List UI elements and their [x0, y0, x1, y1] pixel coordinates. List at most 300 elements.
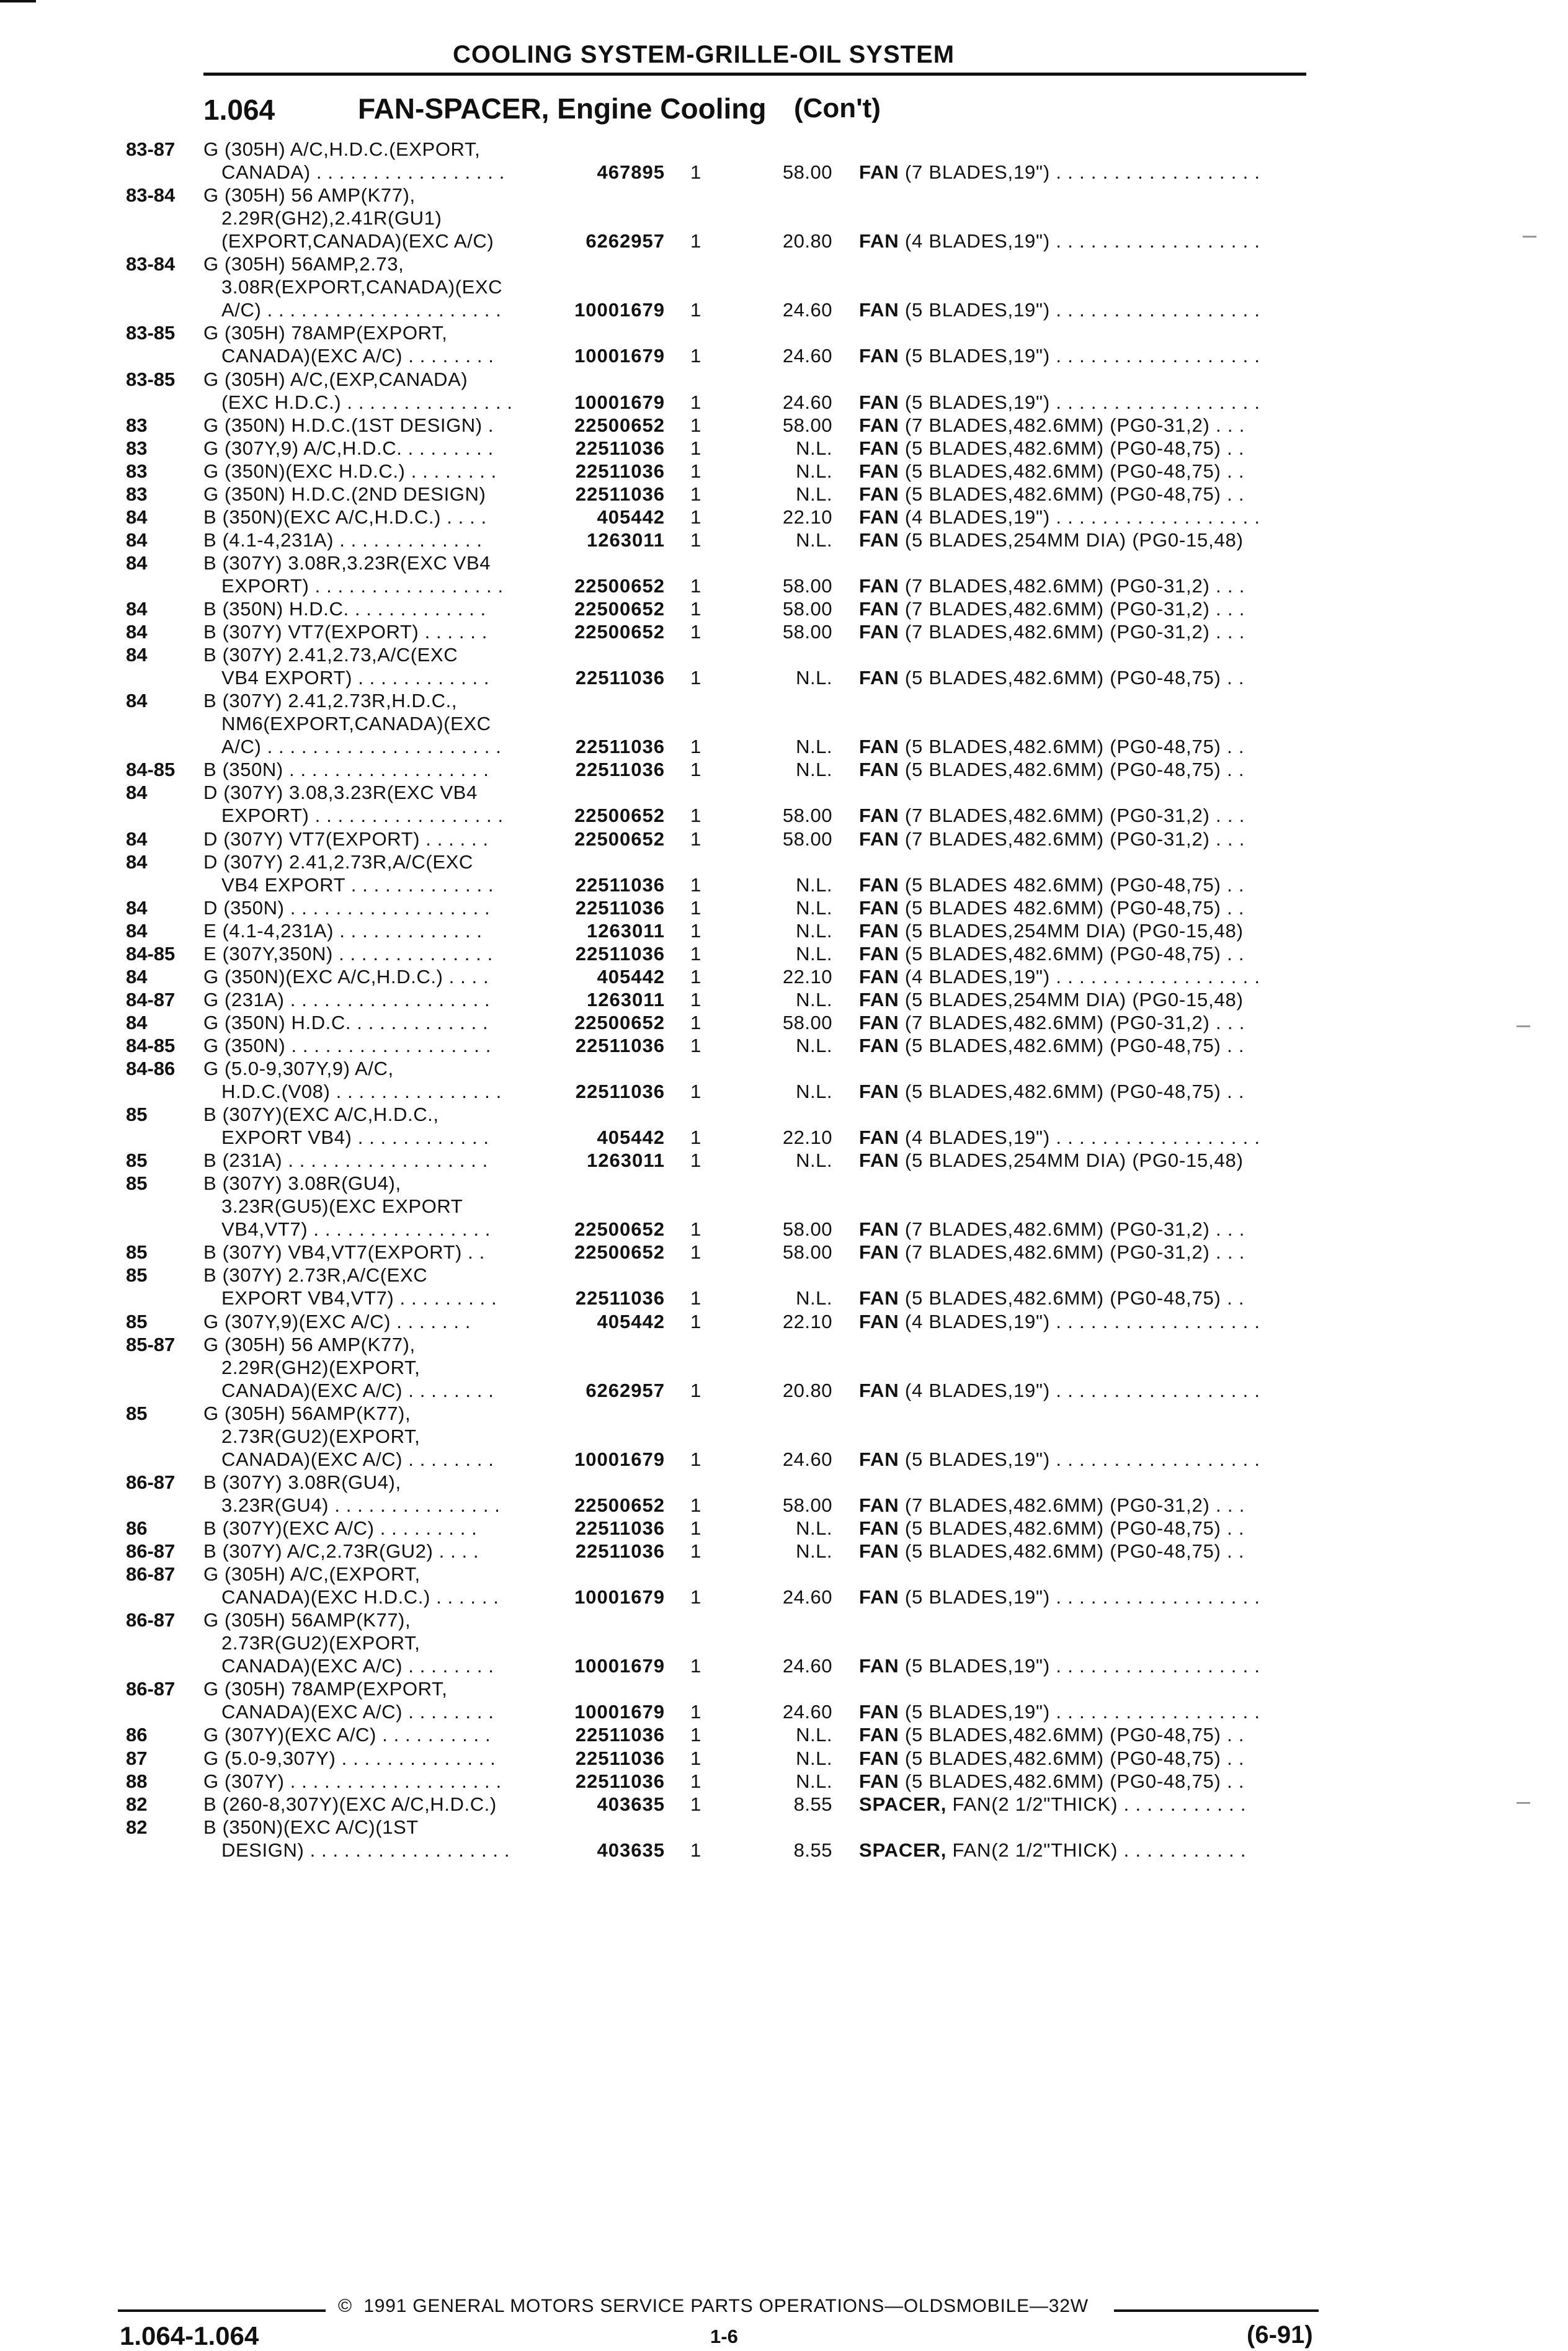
quantity: 1	[690, 1517, 702, 1539]
price: 58.00	[782, 161, 832, 183]
part-name-detail: (5 BLADES,19") . . . . . . . . . . . . . . . . . .	[899, 1655, 1260, 1677]
list-item	[0, 1218, 1568, 1241]
price: 22.10	[782, 1311, 832, 1332]
model-year: 85	[126, 1241, 148, 1263]
application-description: NM6(EXPORT,CANADA)(EXC	[221, 713, 491, 734]
quantity: 1	[690, 1655, 702, 1677]
application-description: VB4,VT7) . . . . . . . . . . . . . . . .	[221, 1218, 491, 1240]
quantity: 1	[690, 1701, 702, 1723]
footer-range: 1.064-1.064	[120, 2321, 259, 2350]
quantity: 1	[690, 759, 702, 780]
price: N.L.	[796, 437, 832, 459]
part-number: 1263011	[587, 989, 665, 1010]
part-name-detail: (5 BLADES 482.6MM) (PG0-48,75) . .	[899, 874, 1245, 896]
part-number: 22500652	[574, 1494, 665, 1516]
part-name-keyword: FAN	[859, 1311, 899, 1332]
part-number: 22511036	[575, 437, 665, 459]
list-item	[0, 1103, 1568, 1126]
part-number: 22511036	[575, 1517, 665, 1539]
model-year: 84	[126, 1012, 148, 1033]
price: N.L.	[796, 1724, 832, 1746]
part-name	[859, 1770, 1244, 1793]
application-description: VB4 EXPORT . . . . . . . . . . . . .	[221, 874, 494, 896]
part-number: 6262957	[586, 1380, 665, 1401]
application-description: E (4.1-4,231A) . . . . . . . . . . . . .	[203, 920, 483, 942]
price: 58.00	[782, 1012, 832, 1033]
application-description: B (307Y) 2.41,2.73R,H.D.C.,	[203, 690, 458, 712]
part-number: 1263011	[587, 529, 665, 551]
price: 24.60	[782, 1655, 832, 1677]
part-name-detail: (4 BLADES,19") . . . . . . . . . . . . . . . . . .	[899, 1380, 1260, 1401]
quantity: 1	[690, 897, 702, 919]
list-item	[0, 298, 1568, 321]
quantity: 1	[690, 1380, 702, 1401]
price: 24.60	[782, 299, 832, 321]
part-name	[859, 1287, 1244, 1309]
list-item	[0, 1241, 1568, 1264]
list-item	[0, 184, 1568, 207]
quantity: 1	[690, 1241, 702, 1263]
quantity: 1	[690, 1126, 702, 1148]
part-name-detail: (4 BLADES,19") . . . . . . . . . . . . . . . . . .	[899, 230, 1260, 252]
list-item	[0, 551, 1568, 574]
part-name	[859, 1494, 1245, 1517]
model-year: 85	[126, 1104, 148, 1125]
part-name-keyword: FAN	[859, 483, 899, 505]
application-description: B (307Y) 2.73R,A/C(EXC	[203, 1264, 428, 1286]
quantity: 1	[690, 483, 702, 505]
list-item	[0, 1471, 1568, 1494]
quantity: 1	[690, 1793, 702, 1815]
page-number: 1-6	[710, 2326, 738, 2347]
quantity: 1	[690, 1218, 702, 1240]
model-year: 83-85	[126, 368, 176, 390]
application-description: G (231A) . . . . . . . . . . . . . . . . . .	[203, 989, 491, 1010]
model-year: 86	[126, 1517, 148, 1539]
part-name	[859, 1700, 1260, 1723]
part-name-keyword: FAN	[859, 230, 899, 252]
model-year: 84	[126, 598, 148, 620]
part-number: 1263011	[587, 1149, 665, 1171]
application-description: D (307Y) VT7(EXPORT) . . . . . .	[203, 828, 489, 850]
list-item	[0, 1356, 1568, 1379]
part-name-detail: (5 BLADES,19") . . . . . . . . . . . . . . . . . .	[899, 391, 1260, 413]
part-name-keyword: FAN	[859, 299, 899, 321]
model-year: 83	[126, 483, 148, 505]
part-name	[859, 1723, 1244, 1746]
application-description: G (305H) 78AMP(EXPORT,	[203, 322, 448, 344]
part-name	[859, 1586, 1260, 1608]
price: 24.60	[782, 1586, 832, 1608]
price: N.L.	[796, 920, 832, 942]
application-description: G (305H) 56AMP(K77),	[203, 1403, 411, 1424]
application-description: D (307Y) 3.08,3.23R(EXC VB4	[203, 782, 478, 803]
application-description: 3.08R(EXPORT,CANADA)(EXC	[221, 276, 503, 298]
quantity: 1	[690, 1081, 702, 1102]
list-item	[0, 666, 1568, 689]
header-rule	[203, 73, 1306, 76]
application-description: EXPORT) . . . . . . . . . . . . . . . . .	[221, 575, 504, 597]
part-number: 22511036	[575, 1724, 665, 1746]
part-name-keyword: FAN	[859, 529, 899, 551]
part-name	[859, 1034, 1244, 1057]
part-name-keyword: FAN	[859, 1035, 899, 1056]
list-item	[0, 506, 1568, 529]
part-name-detail: (5 BLADES,19") . . . . . . . . . . . . . . . . . .	[899, 345, 1260, 367]
part-number: 22511036	[575, 874, 665, 896]
part-name	[859, 460, 1244, 483]
model-year: 88	[126, 1770, 148, 1792]
quantity: 1	[690, 1747, 702, 1769]
part-name-keyword: SPACER,	[859, 1839, 947, 1861]
price: N.L.	[796, 460, 832, 482]
application-description: 2.29R(GH2)(EXPORT,	[221, 1357, 421, 1378]
part-name-detail: (5 BLADES,482.6MM) (PG0-48,75) . .	[899, 667, 1245, 689]
price: 22.10	[782, 966, 832, 988]
application-description: B (350N)(EXC A/C)(1ST	[203, 1816, 419, 1838]
part-name-detail: (7 BLADES,482.6MM) (PG0-31,2) . . .	[899, 598, 1245, 620]
list-item	[0, 1793, 1568, 1816]
list-item	[0, 1195, 1568, 1218]
price: N.L.	[796, 1747, 832, 1769]
model-year: 84	[126, 782, 148, 803]
application-description: B (307Y) 3.08R(GU4),	[203, 1172, 401, 1194]
quantity: 1	[690, 1012, 702, 1033]
copyright-symbol: ©	[338, 2296, 352, 2316]
list-item	[0, 1586, 1568, 1608]
application-description: B (307Y) VB4,VT7(EXPORT) . .	[203, 1241, 485, 1263]
quantity: 1	[690, 1448, 702, 1470]
price: N.L.	[796, 529, 832, 551]
part-name-detail: (5 BLADES,482.6MM) (PG0-48,75) . .	[899, 1287, 1245, 1309]
list-item	[0, 712, 1568, 735]
list-item	[0, 781, 1568, 804]
price: N.L.	[796, 1081, 832, 1102]
part-name-detail: (5 BLADES,482.6MM) (PG0-48,75) . .	[899, 437, 1245, 459]
price: 58.00	[782, 1494, 832, 1516]
price: 58.00	[782, 828, 832, 850]
model-year: 84-86	[126, 1058, 176, 1079]
quantity: 1	[690, 1287, 702, 1309]
group-title: FAN-SPACER, Engine Cooling	[358, 92, 767, 125]
application-description: G (350N)(EXC A/C,H.D.C.) . . . .	[203, 966, 489, 988]
part-number: 22500652	[574, 828, 665, 850]
part-name-detail: (7 BLADES,482.6MM) (PG0-31,2) . . .	[899, 1218, 1245, 1240]
price: N.L.	[796, 989, 832, 1010]
list-item	[0, 321, 1568, 344]
list-item	[0, 1517, 1568, 1540]
model-year: 84	[126, 966, 148, 988]
part-name	[859, 1793, 1246, 1816]
model-year: 86-87	[126, 1563, 176, 1585]
part-name-keyword: FAN	[859, 1517, 899, 1539]
list-item	[0, 1494, 1568, 1517]
part-name	[859, 1747, 1244, 1770]
part-name-keyword: FAN	[859, 1701, 899, 1723]
part-number: 22500652	[574, 1241, 665, 1263]
price: N.L.	[796, 1770, 832, 1792]
application-description: G (5.0-9,307Y) . . . . . . . . . . . . . .	[203, 1747, 496, 1769]
part-name-keyword: FAN	[859, 1747, 899, 1769]
part-name-keyword: FAN	[859, 736, 899, 757]
application-description: G (305H) 78AMP(EXPORT,	[203, 1678, 448, 1700]
application-description: B (4.1-4,231A) . . . . . . . . . . . . .	[203, 529, 483, 551]
model-year: 84	[126, 552, 148, 574]
part-name-detail: (5 BLADES,482.6MM) (PG0-48,75) . .	[899, 1081, 1245, 1102]
part-name	[859, 804, 1245, 827]
application-description: B (231A) . . . . . . . . . . . . . . . . . .	[203, 1149, 488, 1171]
list-item	[0, 1333, 1568, 1356]
part-name-detail: (5 BLADES,482.6MM) (PG0-48,75) . .	[899, 1724, 1245, 1746]
part-name-keyword: FAN	[859, 460, 899, 482]
part-number: 1263011	[587, 920, 665, 942]
part-name-keyword: FAN	[859, 1126, 899, 1148]
application-description: G (305H) 56AMP(K77),	[203, 1609, 411, 1631]
part-name-detail: (7 BLADES,482.6MM) (PG0-31,2) . . .	[899, 805, 1245, 826]
revision-date: (6-91)	[1247, 2321, 1313, 2349]
part-name-keyword: FAN	[859, 414, 899, 436]
application-description: B (307Y) 3.08R(GU4),	[203, 1471, 401, 1493]
part-name	[859, 1517, 1244, 1540]
part-name	[859, 483, 1244, 506]
list-item	[0, 1149, 1568, 1172]
footer-copyright	[338, 2296, 1089, 2317]
list-item	[0, 414, 1568, 437]
part-name-detail: (5 BLADES 482.6MM) (PG0-48,75) . .	[899, 897, 1245, 919]
footer-rule-right	[1114, 2309, 1319, 2312]
price: N.L.	[796, 759, 832, 780]
model-year: 85	[126, 1172, 148, 1194]
part-name-keyword: FAN	[859, 437, 899, 459]
part-number: 22511036	[575, 759, 665, 780]
application-description: G (307Y,9) A/C,H.D.C. . . . . . . . .	[203, 437, 494, 459]
application-description: A/C) . . . . . . . . . . . . . . . . . . . . .	[221, 736, 502, 757]
part-name-keyword: FAN	[859, 1655, 899, 1677]
part-name	[859, 988, 1244, 1011]
list-item	[0, 1563, 1568, 1586]
part-name	[859, 1011, 1245, 1034]
price: 8.55	[793, 1839, 832, 1861]
list-item	[0, 1011, 1568, 1034]
part-name	[859, 298, 1260, 321]
price: 24.60	[782, 1448, 832, 1470]
application-description: CANADA)(EXC A/C) . . . . . . . .	[221, 1380, 494, 1401]
model-year: 84	[126, 529, 148, 551]
application-description: B (260-8,307Y)(EXC A/C,H.D.C.)	[203, 1793, 497, 1815]
quantity: 1	[690, 1586, 702, 1608]
part-name-keyword: FAN	[859, 621, 899, 643]
part-name-detail: (5 BLADES,254MM DIA) (PG0-15,48)	[899, 1149, 1244, 1171]
part-name-detail: (7 BLADES,482.6MM) (PG0-31,2) . . .	[899, 1012, 1245, 1033]
application-description: VB4 EXPORT) . . . . . . . . . . . .	[221, 667, 490, 689]
list-item	[0, 391, 1568, 414]
list-item	[0, 1034, 1568, 1057]
model-year: 86	[126, 1724, 148, 1746]
list-item	[0, 1057, 1568, 1080]
application-description: 2.29R(GH2),2.41R(GU1)	[221, 207, 442, 229]
model-year: 84	[126, 920, 148, 942]
price: 58.00	[782, 1241, 832, 1263]
quantity: 1	[690, 460, 702, 482]
part-name-keyword: FAN	[859, 345, 899, 367]
part-name	[859, 919, 1244, 942]
quantity: 1	[690, 414, 702, 436]
application-description: G (307Y) . . . . . . . . . . . . . . . . . . .	[203, 1770, 502, 1792]
part-name-keyword: FAN	[859, 759, 899, 780]
part-number: 22511036	[575, 1747, 665, 1769]
application-description: B (307Y) 2.41,2.73,A/C(EXC	[203, 644, 458, 666]
quantity: 1	[690, 506, 702, 528]
quantity: 1	[690, 345, 702, 367]
part-number: 22500652	[574, 414, 665, 436]
application-description: A/C) . . . . . . . . . . . . . . . . . . . . .	[221, 299, 502, 321]
part-name-detail: (7 BLADES,19") . . . . . . . . . . . . . . . . . .	[899, 161, 1260, 183]
part-number: 22511036	[575, 736, 665, 757]
application-description: G (305H) A/C,H.D.C.(EXPORT,	[203, 138, 481, 160]
list-item	[0, 1310, 1568, 1333]
part-number: 10001679	[574, 1586, 665, 1608]
list-item	[0, 1816, 1568, 1839]
application-description: G (305H) 56AMP,2.73,	[203, 253, 404, 275]
part-number: 22511036	[575, 667, 665, 689]
list-item	[0, 1425, 1568, 1448]
list-item	[0, 988, 1568, 1011]
list-item	[0, 1126, 1568, 1149]
price: 24.60	[782, 345, 832, 367]
model-year: 86-87	[126, 1471, 176, 1493]
part-number: 403635	[597, 1793, 665, 1815]
model-year: 84	[126, 621, 148, 643]
quantity: 1	[690, 667, 702, 689]
continued-label: (Con't)	[794, 93, 881, 123]
part-name	[859, 1241, 1245, 1264]
list-item	[0, 1448, 1568, 1471]
application-description: H.D.C.(V08) . . . . . . . . . . . . . . .	[221, 1081, 502, 1102]
price: 24.60	[782, 391, 832, 413]
model-year: 85	[126, 1264, 148, 1286]
part-name	[859, 1540, 1244, 1563]
model-year: 83-84	[126, 184, 176, 206]
part-number: 22500652	[574, 621, 665, 643]
margin-mark	[1517, 1802, 1530, 1804]
price: 58.00	[782, 1218, 832, 1240]
quantity: 1	[690, 391, 702, 413]
part-name	[859, 1379, 1260, 1402]
model-year: 83	[126, 460, 148, 482]
list-item	[0, 230, 1568, 252]
application-description: B (350N) H.D.C. . . . . . . . . . . . .	[203, 598, 486, 620]
application-description: B (350N) . . . . . . . . . . . . . . . . . .	[203, 759, 489, 780]
part-name-keyword: SPACER,	[859, 1793, 947, 1815]
part-name-keyword: FAN	[859, 966, 899, 988]
model-year: 84	[126, 851, 148, 873]
list-item	[0, 437, 1568, 460]
application-description: G (5.0-9,307Y,9) A/C,	[203, 1058, 394, 1079]
application-description: G (305H) 56 AMP(K77),	[203, 184, 416, 206]
part-name-detail: (4 BLADES,19") . . . . . . . . . . . . . . . . . .	[899, 1126, 1260, 1148]
application-description: G (350N) H.D.C.(1ST DESIGN) .	[203, 414, 494, 436]
model-year: 83-87	[126, 138, 176, 160]
list-item	[0, 1540, 1568, 1563]
price: N.L.	[796, 1035, 832, 1056]
part-name-detail: (5 BLADES,19") . . . . . . . . . . . . . . . . . .	[899, 1586, 1260, 1608]
list-item	[0, 896, 1568, 919]
quantity: 1	[690, 1149, 702, 1171]
application-description: G (305H) A/C,(EXPORT,	[203, 1563, 421, 1585]
part-name-keyword: FAN	[859, 897, 899, 919]
part-name-keyword: FAN	[859, 989, 899, 1010]
price: 58.00	[782, 414, 832, 436]
part-name-detail: (5 BLADES,482.6MM) (PG0-48,75) . .	[899, 736, 1245, 757]
part-name-detail: (5 BLADES,19") . . . . . . . . . . . . . . . . . .	[899, 1701, 1260, 1723]
application-description: CANADA)(EXC A/C) . . . . . . . .	[221, 1701, 494, 1723]
part-name-detail: (5 BLADES,254MM DIA) (PG0-15,48)	[899, 920, 1244, 942]
application-description: G (350N) H.D.C. . . . . . . . . . . . .	[203, 1012, 489, 1033]
application-description: G (307Y)(EXC A/C) . . . . . . . . . .	[203, 1724, 491, 1746]
list-item	[0, 368, 1568, 391]
part-number: 22511036	[575, 897, 665, 919]
model-year: 83-84	[126, 253, 176, 275]
quantity: 1	[690, 828, 702, 850]
list-item	[0, 850, 1568, 873]
part-name	[859, 758, 1244, 781]
quantity: 1	[690, 1494, 702, 1516]
list-item	[0, 1172, 1568, 1195]
model-year: 86-87	[126, 1540, 176, 1562]
model-year: 84	[126, 644, 148, 666]
quantity: 1	[690, 805, 702, 826]
part-name-detail: (5 BLADES,482.6MM) (PG0-48,75) . .	[899, 483, 1245, 505]
list-item	[0, 1631, 1568, 1654]
part-number: 405442	[597, 966, 665, 988]
part-name	[859, 506, 1260, 529]
part-number: 10001679	[574, 299, 665, 321]
part-number: 405442	[597, 1126, 665, 1148]
list-item	[0, 620, 1568, 643]
price: 8.55	[793, 1793, 832, 1815]
application-description: EXPORT VB4) . . . . . . . . . . . .	[221, 1126, 489, 1148]
part-number: 22511036	[575, 943, 665, 965]
part-number: 10001679	[574, 391, 665, 413]
application-description: G (350N) H.D.C.(2ND DESIGN)	[203, 483, 486, 505]
price: N.L.	[796, 667, 832, 689]
quantity: 1	[690, 529, 702, 551]
part-name	[859, 529, 1244, 551]
part-name-detail: (5 BLADES,482.6MM) (PG0-48,75) . .	[899, 943, 1245, 965]
list-item	[0, 758, 1568, 781]
price: N.L.	[796, 1540, 832, 1562]
application-description: CANADA)(EXC H.D.C.) . . . . . .	[221, 1586, 499, 1608]
part-name	[859, 735, 1244, 758]
price: N.L.	[796, 897, 832, 919]
application-description: 2.73R(GU2)(EXPORT,	[221, 1425, 421, 1447]
list-item	[0, 873, 1568, 896]
price: N.L.	[796, 1149, 832, 1171]
application-description: 2.73R(GU2)(EXPORT,	[221, 1632, 421, 1654]
price: N.L.	[796, 1287, 832, 1309]
list-item	[0, 344, 1568, 367]
list-item	[0, 1402, 1568, 1425]
part-name-keyword: FAN	[859, 874, 899, 896]
price: 22.10	[782, 506, 832, 528]
application-description: B (307Y) VT7(EXPORT) . . . . . .	[203, 621, 488, 643]
part-name-detail: (7 BLADES,482.6MM) (PG0-31,2) . . .	[899, 414, 1245, 436]
part-name-keyword: FAN	[859, 391, 899, 413]
part-name-keyword: FAN	[859, 506, 899, 528]
group-number: 1.064	[203, 94, 275, 126]
footer-copyright-text: 1991 GENERAL MOTORS SERVICE PARTS OPERATIONS—OLDSMOBILE—32W	[363, 2296, 1089, 2316]
model-year: 84-85	[126, 943, 176, 965]
